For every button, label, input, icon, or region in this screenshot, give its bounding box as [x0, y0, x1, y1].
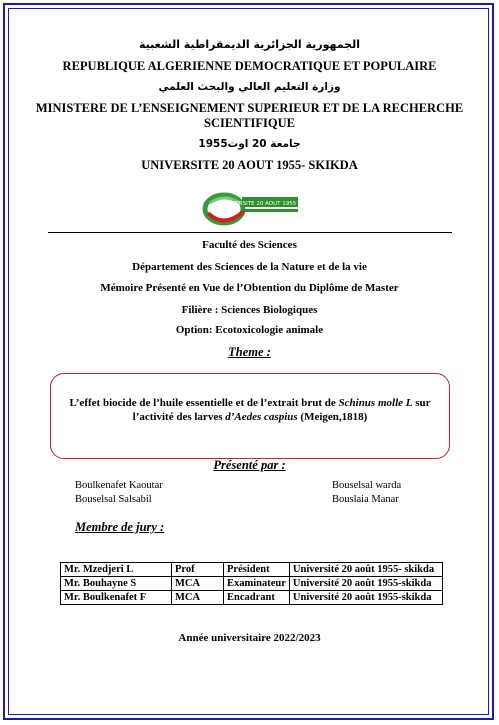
jury-member-grade: Prof — [172, 563, 224, 577]
jury-member-university: Université 20 août 1955-skikda — [289, 577, 442, 591]
table-row — [61, 563, 443, 577]
university-logo — [200, 189, 319, 227]
table-row — [61, 591, 443, 605]
ministry-heading-line2: SCIENTIFIQUE — [204, 116, 295, 130]
jury-member-role: Président — [224, 563, 290, 577]
student-name: Bouselsal Salsabil — [75, 494, 152, 505]
jury-member-name: Mr. Mzedjeri L — [61, 563, 172, 577]
theme-label: Theme : — [228, 345, 271, 359]
jury-member-name: Mr. Bouhayne S — [61, 577, 172, 591]
thesis-title-part1: L’effet biocide de l’huile essentielle et de l’extrait brut de — [69, 397, 339, 409]
filiere-line: Filière : Sciences Biologiques — [181, 304, 318, 316]
thesis-title — [60, 396, 440, 424]
jury-member-role: Examinateur — [224, 577, 290, 591]
jury-label: Membre de jury : — [75, 520, 165, 534]
student-name: Bouslaia Manar — [332, 494, 399, 505]
faculty-name: Faculté des Sciences — [202, 239, 297, 251]
university-heading: UNIVERSITE 20 AOUT 1955- SKIKDA — [141, 158, 358, 172]
jury-member-grade: MCA — [172, 577, 224, 591]
republic-heading: REPUBLIQUE ALGERIENNE DEMOCRATIQUE ET POPULAIRE — [62, 59, 437, 73]
thesis-title-larvae: d’Aedes caspius — [225, 411, 298, 423]
jury-member-university: Université 20 août 1955-skikda — [289, 591, 442, 605]
arabic-republic-heading: الجمهورية الجزائرية الديمقراطية الشعبية — [139, 38, 360, 51]
jury-member-name: Mr. Boulkenafet F — [61, 591, 172, 605]
thesis-title-part4: (Meigen,1818) — [297, 411, 368, 423]
table-row — [61, 577, 443, 591]
jury-member-role: Encadrant — [224, 591, 290, 605]
arabic-ministry-heading: وزارة التعليم العالي والبحث العلمي — [158, 81, 341, 93]
header-divider — [48, 232, 452, 233]
logo-text: UNIVERSITE 20 AOUT 1955 SKIKDA — [221, 201, 319, 207]
thesis-title-part2: sur — [412, 397, 431, 409]
academic-year: Année universitaire 2022/2023 — [178, 632, 321, 644]
arabic-university-heading: جامعة 20 اوت1955 — [198, 138, 301, 150]
ministry-heading-line1: MINISTERE DE L’ENSEIGNEMENT SUPERIEUR ET DE LA RECHERCHE — [35, 101, 464, 115]
student-name: Bouselsal warda — [332, 480, 402, 491]
presented-by-label: Présenté par : — [213, 458, 286, 472]
option-line: Option: Ecotoxicologie animale — [175, 324, 324, 336]
memoire-line: Mémoire Présenté en Vue de l’Obtention du Diplôme de Master — [100, 282, 399, 294]
thesis-title-part3: l’activité des larves — [132, 411, 226, 423]
jury-table — [60, 562, 443, 605]
jury-member-university: Université 20 août 1955- skikda — [289, 563, 442, 577]
thesis-title-species: Schinus molle L — [338, 397, 413, 409]
jury-member-grade: MCA — [172, 591, 224, 605]
department-name: Département des Sciences de la Nature et de la vie — [132, 261, 367, 273]
student-name: Boulkenafet Kaoutar — [75, 480, 163, 491]
